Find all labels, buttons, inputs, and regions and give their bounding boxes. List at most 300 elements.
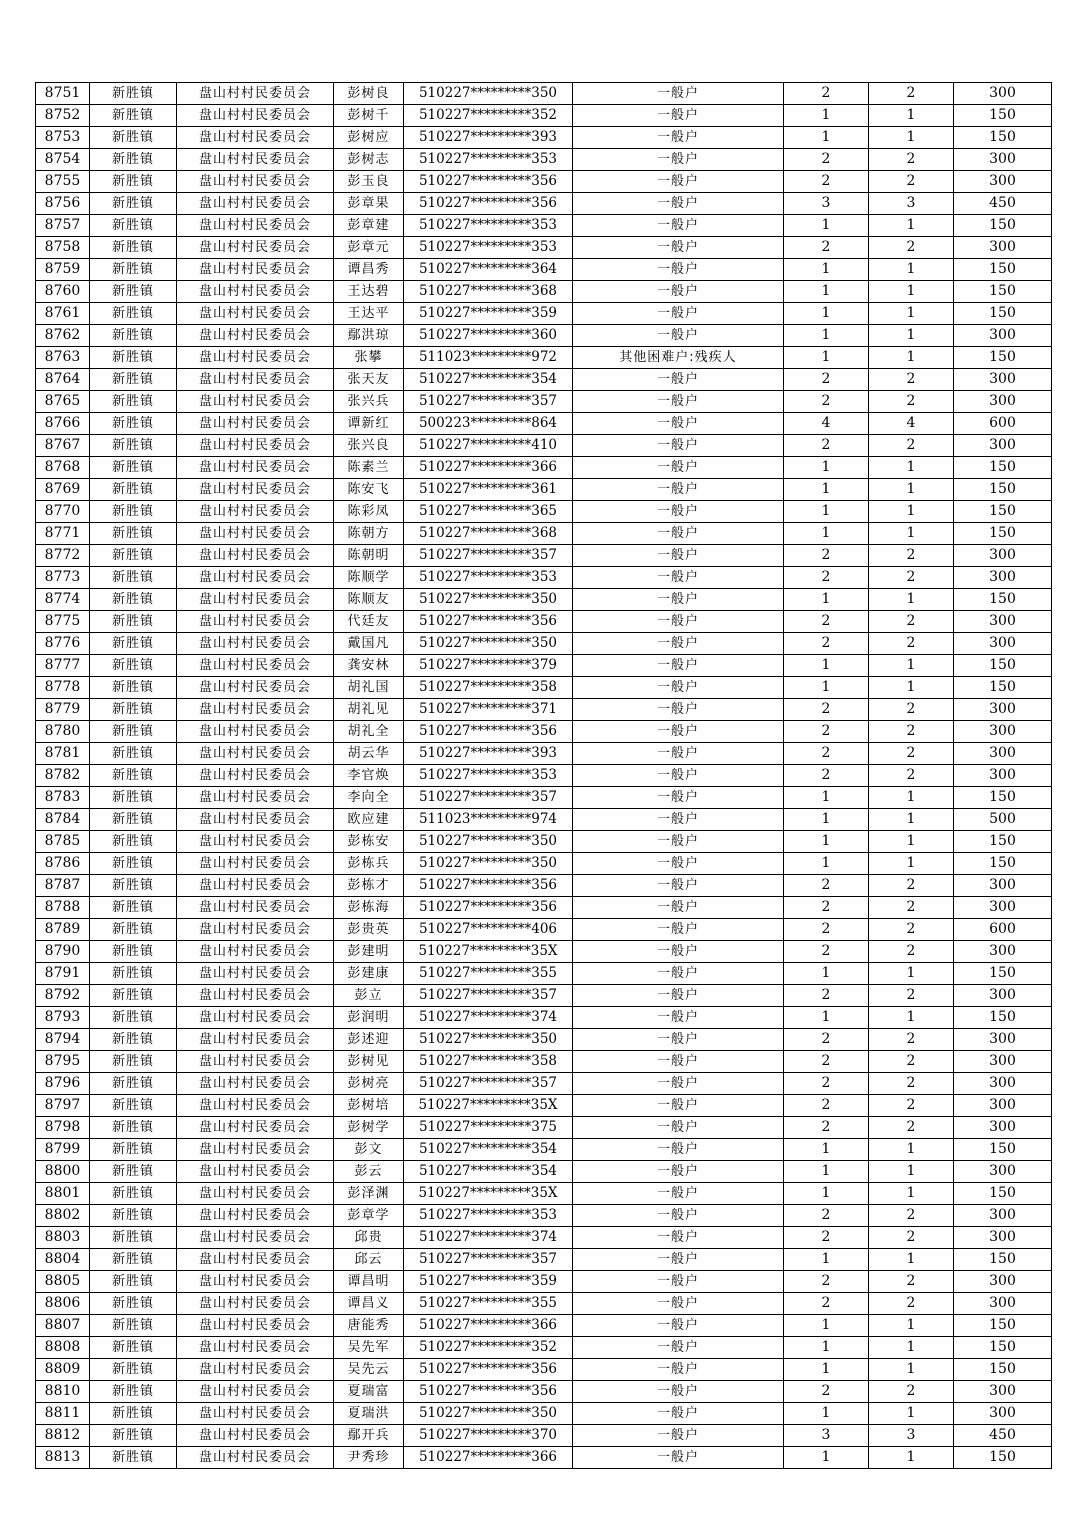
table-row [36, 655, 1052, 677]
village-committee-cell: 盘山村村民委员会 [177, 83, 334, 105]
household-type-cell: 一般户 [573, 215, 784, 237]
subsidy-amount-cell: 150 [954, 963, 1052, 985]
town-name-cell: 新胜镇 [90, 743, 177, 765]
subsidy-persons-cell: 1 [869, 655, 954, 677]
village-committee-cell: 盘山村村民委员会 [177, 1029, 334, 1051]
subsidy-amount-cell: 150 [954, 1007, 1052, 1029]
subsidy-amount-cell: 150 [954, 589, 1052, 611]
household-type-cell: 一般户 [573, 875, 784, 897]
id-number-cell: 510227*********353 [404, 765, 573, 787]
member-count-cell: 2 [784, 545, 869, 567]
subsidy-amount-cell: 300 [954, 721, 1052, 743]
person-name-cell: 陈安飞 [334, 479, 404, 501]
table-row [36, 1293, 1052, 1315]
id-number-cell: 510227*********352 [404, 1337, 573, 1359]
person-name-cell: 欧应建 [334, 809, 404, 831]
row-number-cell: 8773 [36, 567, 90, 589]
town-name-cell: 新胜镇 [90, 1029, 177, 1051]
table-row [36, 105, 1052, 127]
household-type-cell: 一般户 [573, 369, 784, 391]
town-name-cell: 新胜镇 [90, 413, 177, 435]
row-number-cell: 8803 [36, 1227, 90, 1249]
person-name-cell: 胡云华 [334, 743, 404, 765]
person-name-cell: 陈彩凤 [334, 501, 404, 523]
household-subsidy-table [35, 82, 1052, 1469]
row-number-cell: 8806 [36, 1293, 90, 1315]
subsidy-amount-cell: 300 [954, 897, 1052, 919]
household-type-cell: 一般户 [573, 1183, 784, 1205]
subsidy-amount-cell: 450 [954, 1425, 1052, 1447]
member-count-cell: 1 [784, 1161, 869, 1183]
subsidy-persons-cell: 1 [869, 853, 954, 875]
subsidy-amount-cell: 500 [954, 809, 1052, 831]
village-committee-cell: 盘山村村民委员会 [177, 655, 334, 677]
household-type-cell: 一般户 [573, 941, 784, 963]
id-number-cell: 511023*********972 [404, 347, 573, 369]
subsidy-persons-cell: 1 [869, 347, 954, 369]
member-count-cell: 2 [784, 919, 869, 941]
person-name-cell: 彭建康 [334, 963, 404, 985]
village-committee-cell: 盘山村村民委员会 [177, 237, 334, 259]
household-type-cell: 一般户 [573, 611, 784, 633]
subsidy-persons-cell: 1 [869, 809, 954, 831]
subsidy-persons-cell: 4 [869, 413, 954, 435]
household-type-cell: 一般户 [573, 1029, 784, 1051]
town-name-cell: 新胜镇 [90, 193, 177, 215]
person-name-cell: 彭树良 [334, 83, 404, 105]
subsidy-amount-cell: 300 [954, 1205, 1052, 1227]
subsidy-amount-cell: 150 [954, 281, 1052, 303]
id-number-cell: 510227*********350 [404, 853, 573, 875]
subsidy-amount-cell: 300 [954, 941, 1052, 963]
id-number-cell: 510227*********357 [404, 545, 573, 567]
town-name-cell: 新胜镇 [90, 919, 177, 941]
table-row [36, 149, 1052, 171]
person-name-cell: 夏瑞富 [334, 1381, 404, 1403]
town-name-cell: 新胜镇 [90, 171, 177, 193]
subsidy-persons-cell: 2 [869, 765, 954, 787]
person-name-cell: 彭立 [334, 985, 404, 1007]
household-type-cell: 一般户 [573, 677, 784, 699]
household-type-cell: 一般户 [573, 237, 784, 259]
subsidy-amount-cell: 300 [954, 1293, 1052, 1315]
subsidy-persons-cell: 1 [869, 1249, 954, 1271]
village-committee-cell: 盘山村村民委员会 [177, 787, 334, 809]
household-type-cell: 一般户 [573, 1315, 784, 1337]
village-committee-cell: 盘山村村民委员会 [177, 677, 334, 699]
id-number-cell: 510227*********350 [404, 633, 573, 655]
household-type-cell: 一般户 [573, 831, 784, 853]
member-count-cell: 1 [784, 303, 869, 325]
subsidy-amount-cell: 150 [954, 457, 1052, 479]
subsidy-persons-cell: 1 [869, 127, 954, 149]
table-row [36, 1139, 1052, 1161]
row-number-cell: 8805 [36, 1271, 90, 1293]
subsidy-persons-cell: 1 [869, 479, 954, 501]
person-name-cell: 彭章学 [334, 1205, 404, 1227]
household-type-cell: 一般户 [573, 809, 784, 831]
person-name-cell: 唐能秀 [334, 1315, 404, 1337]
id-number-cell: 510227*********357 [404, 985, 573, 1007]
id-number-cell: 510227*********359 [404, 1271, 573, 1293]
person-name-cell: 李向全 [334, 787, 404, 809]
subsidy-amount-cell: 300 [954, 875, 1052, 897]
person-name-cell: 彭树应 [334, 127, 404, 149]
subsidy-amount-cell: 300 [954, 985, 1052, 1007]
row-number-cell: 8753 [36, 127, 90, 149]
village-committee-cell: 盘山村村民委员会 [177, 1161, 334, 1183]
member-count-cell: 1 [784, 1183, 869, 1205]
town-name-cell: 新胜镇 [90, 1139, 177, 1161]
row-number-cell: 8758 [36, 237, 90, 259]
row-number-cell: 8789 [36, 919, 90, 941]
person-name-cell: 彭章元 [334, 237, 404, 259]
town-name-cell: 新胜镇 [90, 1227, 177, 1249]
subsidy-amount-cell: 150 [954, 215, 1052, 237]
village-committee-cell: 盘山村村民委员会 [177, 919, 334, 941]
village-committee-cell: 盘山村村民委员会 [177, 941, 334, 963]
id-number-cell: 510227*********356 [404, 171, 573, 193]
subsidy-amount-cell: 150 [954, 127, 1052, 149]
village-committee-cell: 盘山村村民委员会 [177, 413, 334, 435]
person-name-cell: 王达碧 [334, 281, 404, 303]
household-type-cell: 一般户 [573, 501, 784, 523]
town-name-cell: 新胜镇 [90, 149, 177, 171]
row-number-cell: 8755 [36, 171, 90, 193]
subsidy-amount-cell: 150 [954, 853, 1052, 875]
village-committee-cell: 盘山村村民委员会 [177, 1073, 334, 1095]
subsidy-persons-cell: 1 [869, 501, 954, 523]
subsidy-amount-cell: 300 [954, 1271, 1052, 1293]
id-number-cell: 510227*********366 [404, 1315, 573, 1337]
subsidy-amount-cell: 150 [954, 501, 1052, 523]
subsidy-persons-cell: 2 [869, 1271, 954, 1293]
village-committee-cell: 盘山村村民委员会 [177, 1117, 334, 1139]
id-number-cell: 510227*********358 [404, 677, 573, 699]
subsidy-amount-cell: 300 [954, 149, 1052, 171]
subsidy-amount-cell: 300 [954, 1227, 1052, 1249]
village-committee-cell: 盘山村村民委员会 [177, 391, 334, 413]
household-type-cell: 一般户 [573, 479, 784, 501]
household-type-cell: 一般户 [573, 1227, 784, 1249]
id-number-cell: 510227*********368 [404, 523, 573, 545]
person-name-cell: 陈朝明 [334, 545, 404, 567]
subsidy-persons-cell: 1 [869, 1447, 954, 1469]
table-row [36, 1315, 1052, 1337]
subsidy-amount-cell: 300 [954, 83, 1052, 105]
id-number-cell: 510227*********356 [404, 721, 573, 743]
subsidy-amount-cell: 300 [954, 1095, 1052, 1117]
village-committee-cell: 盘山村村民委员会 [177, 1249, 334, 1271]
table-row [36, 897, 1052, 919]
town-name-cell: 新胜镇 [90, 479, 177, 501]
village-committee-cell: 盘山村村民委员会 [177, 699, 334, 721]
subsidy-amount-cell: 150 [954, 1139, 1052, 1161]
subsidy-persons-cell: 1 [869, 1337, 954, 1359]
subsidy-amount-cell: 150 [954, 677, 1052, 699]
subsidy-persons-cell: 1 [869, 963, 954, 985]
town-name-cell: 新胜镇 [90, 941, 177, 963]
row-number-cell: 8783 [36, 787, 90, 809]
town-name-cell: 新胜镇 [90, 303, 177, 325]
table-row [36, 699, 1052, 721]
household-type-cell: 一般户 [573, 193, 784, 215]
member-count-cell: 1 [784, 281, 869, 303]
town-name-cell: 新胜镇 [90, 1293, 177, 1315]
id-number-cell: 510227*********366 [404, 1447, 573, 1469]
member-count-cell: 1 [784, 1337, 869, 1359]
member-count-cell: 1 [784, 655, 869, 677]
subsidy-persons-cell: 1 [869, 1359, 954, 1381]
subsidy-persons-cell: 2 [869, 1117, 954, 1139]
id-number-cell: 510227*********355 [404, 1293, 573, 1315]
town-name-cell: 新胜镇 [90, 567, 177, 589]
id-number-cell: 510227*********364 [404, 259, 573, 281]
member-count-cell: 2 [784, 1073, 869, 1095]
subsidy-persons-cell: 1 [869, 259, 954, 281]
village-committee-cell: 盘山村村民委员会 [177, 281, 334, 303]
id-number-cell: 510227*********371 [404, 699, 573, 721]
id-number-cell: 510227*********410 [404, 435, 573, 457]
subsidy-persons-cell: 2 [869, 985, 954, 1007]
id-number-cell: 510227*********374 [404, 1227, 573, 1249]
subsidy-persons-cell: 2 [869, 171, 954, 193]
member-count-cell: 3 [784, 1425, 869, 1447]
household-type-cell: 一般户 [573, 413, 784, 435]
subsidy-persons-cell: 3 [869, 1425, 954, 1447]
row-number-cell: 8804 [36, 1249, 90, 1271]
subsidy-persons-cell: 1 [869, 1403, 954, 1425]
member-count-cell: 1 [784, 479, 869, 501]
person-name-cell: 胡礼国 [334, 677, 404, 699]
person-name-cell: 彭栋才 [334, 875, 404, 897]
person-name-cell: 谭昌秀 [334, 259, 404, 281]
id-number-cell: 510227*********357 [404, 1073, 573, 1095]
town-name-cell: 新胜镇 [90, 391, 177, 413]
person-name-cell: 王达平 [334, 303, 404, 325]
row-number-cell: 8780 [36, 721, 90, 743]
subsidy-amount-cell: 150 [954, 1183, 1052, 1205]
table-body [36, 83, 1052, 1469]
row-number-cell: 8752 [36, 105, 90, 127]
table-row [36, 1271, 1052, 1293]
subsidy-amount-cell: 300 [954, 237, 1052, 259]
village-committee-cell: 盘山村村民委员会 [177, 897, 334, 919]
row-number-cell: 8800 [36, 1161, 90, 1183]
village-committee-cell: 盘山村村民委员会 [177, 149, 334, 171]
id-number-cell: 510227*********359 [404, 303, 573, 325]
table-row [36, 545, 1052, 567]
person-name-cell: 彭树学 [334, 1117, 404, 1139]
member-count-cell: 1 [784, 1403, 869, 1425]
village-committee-cell: 盘山村村民委员会 [177, 105, 334, 127]
village-committee-cell: 盘山村村民委员会 [177, 1139, 334, 1161]
village-committee-cell: 盘山村村民委员会 [177, 171, 334, 193]
row-number-cell: 8767 [36, 435, 90, 457]
subsidy-persons-cell: 2 [869, 897, 954, 919]
table-row [36, 589, 1052, 611]
subsidy-amount-cell: 150 [954, 303, 1052, 325]
table-row [36, 1183, 1052, 1205]
subsidy-persons-cell: 1 [869, 303, 954, 325]
village-committee-cell: 盘山村村民委员会 [177, 1095, 334, 1117]
household-type-cell: 一般户 [573, 545, 784, 567]
subsidy-persons-cell: 2 [869, 1073, 954, 1095]
table-row [36, 1051, 1052, 1073]
person-name-cell: 戴国凡 [334, 633, 404, 655]
household-type-cell: 一般户 [573, 589, 784, 611]
subsidy-amount-cell: 300 [954, 435, 1052, 457]
town-name-cell: 新胜镇 [90, 83, 177, 105]
village-committee-cell: 盘山村村民委员会 [177, 963, 334, 985]
subsidy-persons-cell: 2 [869, 875, 954, 897]
member-count-cell: 1 [784, 1315, 869, 1337]
table-row [36, 193, 1052, 215]
subsidy-amount-cell: 300 [954, 1161, 1052, 1183]
id-number-cell: 510227*********361 [404, 479, 573, 501]
person-name-cell: 彭章建 [334, 215, 404, 237]
subsidy-persons-cell: 1 [869, 787, 954, 809]
id-number-cell: 510227*********370 [404, 1425, 573, 1447]
village-committee-cell: 盘山村村民委员会 [177, 589, 334, 611]
town-name-cell: 新胜镇 [90, 501, 177, 523]
table-row [36, 721, 1052, 743]
village-committee-cell: 盘山村村民委员会 [177, 721, 334, 743]
town-name-cell: 新胜镇 [90, 677, 177, 699]
subsidy-amount-cell: 150 [954, 1359, 1052, 1381]
subsidy-amount-cell: 450 [954, 193, 1052, 215]
village-committee-cell: 盘山村村民委员会 [177, 985, 334, 1007]
person-name-cell: 李官焕 [334, 765, 404, 787]
person-name-cell: 彭润明 [334, 1007, 404, 1029]
person-name-cell: 张兴良 [334, 435, 404, 457]
row-number-cell: 8766 [36, 413, 90, 435]
member-count-cell: 2 [784, 1227, 869, 1249]
household-type-cell: 一般户 [573, 655, 784, 677]
person-name-cell: 张兴兵 [334, 391, 404, 413]
subsidy-persons-cell: 2 [869, 237, 954, 259]
town-name-cell: 新胜镇 [90, 1271, 177, 1293]
subsidy-persons-cell: 2 [869, 699, 954, 721]
id-number-cell: 510227*********35X [404, 1183, 573, 1205]
village-committee-cell: 盘山村村民委员会 [177, 831, 334, 853]
member-count-cell: 2 [784, 1117, 869, 1139]
row-number-cell: 8776 [36, 633, 90, 655]
village-committee-cell: 盘山村村民委员会 [177, 765, 334, 787]
subsidy-persons-cell: 2 [869, 83, 954, 105]
household-type-cell: 一般户 [573, 1139, 784, 1161]
village-committee-cell: 盘山村村民委员会 [177, 303, 334, 325]
subsidy-amount-cell: 600 [954, 919, 1052, 941]
town-name-cell: 新胜镇 [90, 1007, 177, 1029]
subsidy-amount-cell: 150 [954, 479, 1052, 501]
member-count-cell: 1 [784, 1359, 869, 1381]
village-committee-cell: 盘山村村民委员会 [177, 1381, 334, 1403]
person-name-cell: 陈顺友 [334, 589, 404, 611]
member-count-cell: 2 [784, 765, 869, 787]
row-number-cell: 8772 [36, 545, 90, 567]
subsidy-amount-cell: 300 [954, 699, 1052, 721]
person-name-cell: 胡礼全 [334, 721, 404, 743]
subsidy-persons-cell: 2 [869, 721, 954, 743]
id-number-cell: 510227*********356 [404, 1381, 573, 1403]
table-row [36, 171, 1052, 193]
row-number-cell: 8796 [36, 1073, 90, 1095]
row-number-cell: 8781 [36, 743, 90, 765]
member-count-cell: 1 [784, 677, 869, 699]
id-number-cell: 511023*********974 [404, 809, 573, 831]
subsidy-amount-cell: 300 [954, 1051, 1052, 1073]
member-count-cell: 2 [784, 83, 869, 105]
id-number-cell: 510227*********35X [404, 1095, 573, 1117]
household-type-cell: 一般户 [573, 281, 784, 303]
household-type-cell: 一般户 [573, 963, 784, 985]
household-type-cell: 一般户 [573, 567, 784, 589]
row-number-cell: 8802 [36, 1205, 90, 1227]
town-name-cell: 新胜镇 [90, 611, 177, 633]
town-name-cell: 新胜镇 [90, 875, 177, 897]
id-number-cell: 510227*********353 [404, 237, 573, 259]
subsidy-amount-cell: 300 [954, 1073, 1052, 1095]
household-type-cell: 一般户 [573, 1073, 784, 1095]
member-count-cell: 2 [784, 171, 869, 193]
subsidy-persons-cell: 2 [869, 743, 954, 765]
town-name-cell: 新胜镇 [90, 765, 177, 787]
household-type-cell: 一般户 [573, 721, 784, 743]
table-row [36, 523, 1052, 545]
village-committee-cell: 盘山村村民委员会 [177, 435, 334, 457]
id-number-cell: 510227*********35X [404, 941, 573, 963]
member-count-cell: 2 [784, 1271, 869, 1293]
row-number-cell: 8787 [36, 875, 90, 897]
row-number-cell: 8801 [36, 1183, 90, 1205]
row-number-cell: 8778 [36, 677, 90, 699]
row-number-cell: 8751 [36, 83, 90, 105]
subsidy-persons-cell: 2 [869, 435, 954, 457]
table-row [36, 1227, 1052, 1249]
household-type-cell: 一般户 [573, 919, 784, 941]
subsidy-amount-cell: 300 [954, 567, 1052, 589]
member-count-cell: 2 [784, 1293, 869, 1315]
table-row [36, 853, 1052, 875]
household-type-cell: 一般户 [573, 457, 784, 479]
member-count-cell: 1 [784, 457, 869, 479]
subsidy-persons-cell: 1 [869, 105, 954, 127]
subsidy-amount-cell: 300 [954, 765, 1052, 787]
town-name-cell: 新胜镇 [90, 721, 177, 743]
person-name-cell: 彭泽渊 [334, 1183, 404, 1205]
household-type-cell: 一般户 [573, 1381, 784, 1403]
table-row [36, 1161, 1052, 1183]
household-type-cell: 其他困难户:残疾人 [573, 347, 784, 369]
row-number-cell: 8786 [36, 853, 90, 875]
town-name-cell: 新胜镇 [90, 369, 177, 391]
id-number-cell: 510227*********353 [404, 567, 573, 589]
person-name-cell: 谭昌明 [334, 1271, 404, 1293]
table-row [36, 1359, 1052, 1381]
village-committee-cell: 盘山村村民委员会 [177, 1293, 334, 1315]
village-committee-cell: 盘山村村民委员会 [177, 1315, 334, 1337]
town-name-cell: 新胜镇 [90, 1337, 177, 1359]
household-type-cell: 一般户 [573, 1403, 784, 1425]
village-committee-cell: 盘山村村民委员会 [177, 743, 334, 765]
village-committee-cell: 盘山村村民委员会 [177, 1403, 334, 1425]
row-number-cell: 8770 [36, 501, 90, 523]
subsidy-persons-cell: 2 [869, 149, 954, 171]
person-name-cell: 彭树培 [334, 1095, 404, 1117]
village-committee-cell: 盘山村村民委员会 [177, 127, 334, 149]
row-number-cell: 8768 [36, 457, 90, 479]
